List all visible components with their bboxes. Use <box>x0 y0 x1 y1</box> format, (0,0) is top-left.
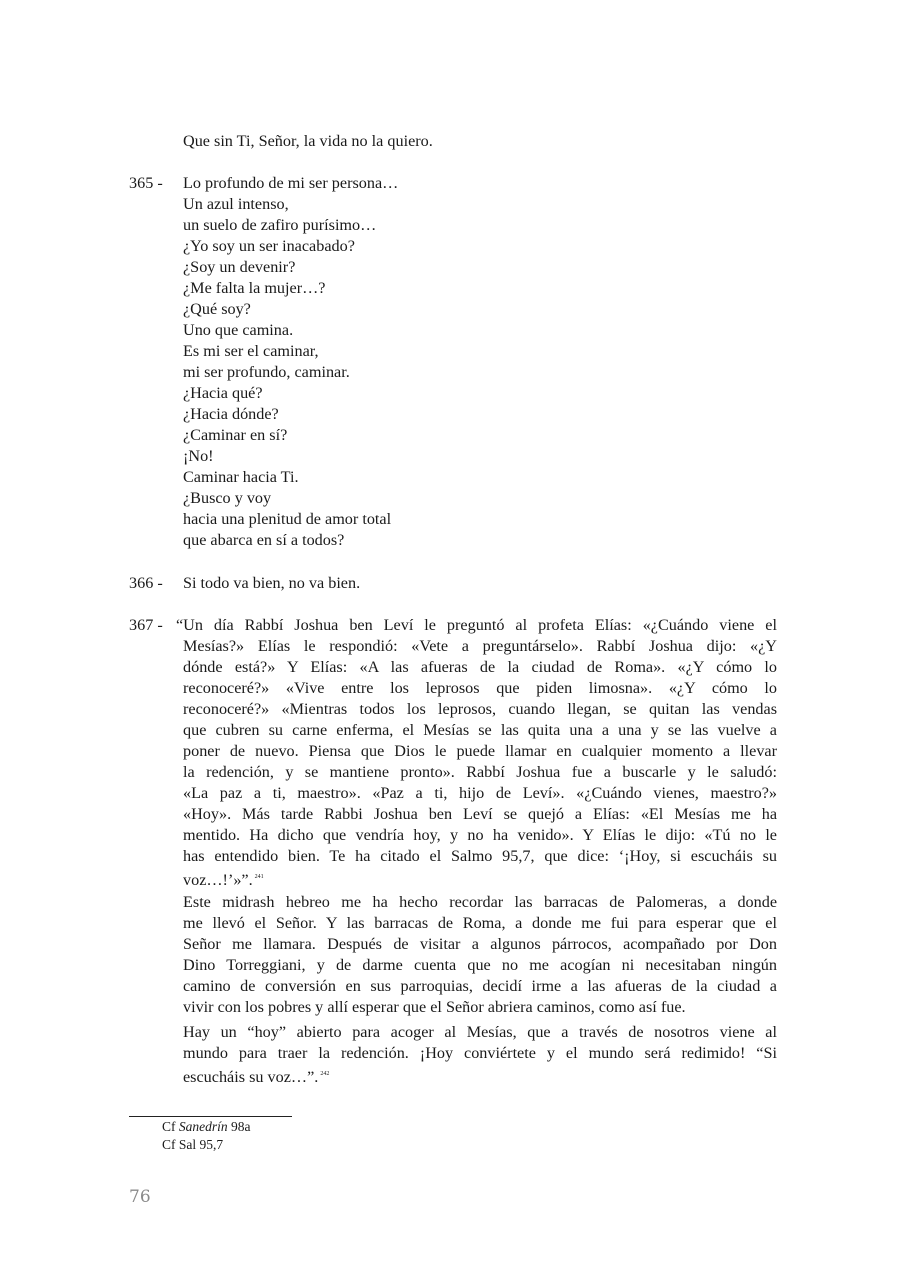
justified-line: «Hoy». Más tarde Rabbi Joshua ben Leví se quejó a Elías: «El Mesías me ha <box>183 805 777 823</box>
verse-line: ¿Soy un devenir? <box>183 258 296 276</box>
page-number: 76 <box>129 1187 151 1207</box>
justified-line: me llevó el Señor. Y las barracas de Roma, a donde me fui para esperar que el <box>183 914 777 932</box>
justified-line: reconoceré?» «Vive entre los leprosos que piden limosna». «¿Y cómo lo <box>183 679 777 697</box>
footnote-suffix: 98a <box>227 1119 251 1134</box>
footnote-242 <box>162 1136 223 1153</box>
verse-line: Es mi ser el caminar, <box>183 342 319 360</box>
verse-line: ¿Hacia qué? <box>183 384 263 402</box>
verse-line: mi ser profundo, caminar. <box>183 363 350 381</box>
justified-line: dónde está?» Y Elías: «A las afueras de la ciudad de Roma». «¿Y cómo lo <box>183 658 777 676</box>
verse-line: ¡No! <box>183 447 214 465</box>
justified-line: Hay un “hoy” abierto para acoger al Mesías, que a través de nosotros viene al <box>183 1023 777 1041</box>
verse-line: hacia una plenitud de amor total <box>183 510 392 528</box>
verse-line: Caminar hacia Ti. <box>183 468 299 486</box>
verse-line: ¿Qué soy? <box>183 300 251 318</box>
verse-line: un suelo de zafiro purísimo… <box>183 216 377 234</box>
line-text: escucháis su voz…”. <box>183 1068 319 1086</box>
justified-line: Dino Torreggiani, y de darme cuenta que no me acogían ni necesitaban ningún <box>183 956 777 974</box>
footnote-ref-241[interactable]: 241 <box>254 874 264 880</box>
justified-line: «La paz a ti, maestro». «Paz a ti, hijo de Leví». «¿Cuándo vienes, maestro?» <box>183 784 777 802</box>
paragraph-last-line <box>183 1064 329 1088</box>
verse-line: Lo profundo de mi ser persona… <box>183 174 399 192</box>
justified-line: poner de nuevo. Piensa que Dios le puede llamar en cualquier momento a llevar <box>183 742 777 760</box>
justified-line: Mesías?» Elías le respondió: «Vete a preguntárselo». Rabbí Joshua dijo: «¿Y <box>183 637 777 655</box>
footnote-italic-title: Sanedrín <box>178 1119 228 1134</box>
verse-line: Uno que camina. <box>183 321 294 339</box>
justified-line: mundo para traer la redención. ¡Hoy conviértete y el mundo será redimido! “Si <box>183 1044 777 1062</box>
verse-line: ¿Me falta la mujer…? <box>183 279 326 297</box>
verse-line: ¿Yo soy un ser inacabado? <box>183 237 355 255</box>
paragraph-last-line <box>183 867 264 891</box>
footnote-ref-242[interactable]: 242 <box>320 1071 330 1077</box>
line-text: voz…!’»”. <box>183 871 253 889</box>
verse-line: que abarca en sí a todos? <box>183 531 345 549</box>
verse-line-continuation: Que sin Ti, Señor, la vida no la quiero. <box>183 132 433 150</box>
footnote-241 <box>162 1118 251 1135</box>
justified-line: Señor me llamara. Después de visitar a algunos párrocos, acompañado por Don <box>183 935 777 953</box>
justified-line: has entendido bien. Te ha citado el Salmo 95,7, que dice: ‘¡Hoy, si escucháis su <box>183 847 777 865</box>
footnote-divider <box>129 1116 292 1117</box>
footnote-prefix: Cf <box>162 1119 179 1134</box>
verse-line: ¿Busco y voy <box>183 489 272 507</box>
paragraph-last-line: vivir con los pobres y allí esperar que el Señor abriera caminos, como así fue. <box>183 998 686 1016</box>
verse-line: ¿Caminar en sí? <box>183 426 288 444</box>
justified-line: la redención, y se mantiene pronto». Rabbí Joshua fue a buscarle y le saludó: <box>183 763 777 781</box>
entry-number-367: 367 - <box>129 616 163 634</box>
justified-line: reconoceré?» «Mientras todos los leprosos, cuando llegan, se quitan las vendas <box>183 700 777 718</box>
justified-line: Este midrash hebreo me ha hecho recordar las barracas de Palomeras, a donde <box>183 893 777 911</box>
footnote-prefix: Cf Sal 95,7 <box>162 1137 224 1152</box>
justified-line: que cubren su carne enferma, el Mesías se las quita una a una y se las vuelve a <box>183 721 777 739</box>
entry-number-366: 366 - <box>129 574 163 592</box>
entry-367-first-line: “Un día Rabbí Joshua ben Leví le preguntó al profeta Elías: «¿Cuándo viene el <box>176 616 777 634</box>
justified-line: camino de conversión en sus parroquias, decidí irme a las afueras de la ciudad a <box>183 977 777 995</box>
justified-line: mentido. Ha dicho que vendría hoy, y no ha venido». Y Elías le dijo: «Tú no le <box>183 826 777 844</box>
verse-line: Un azul intenso, <box>183 195 289 213</box>
verse-line: ¿Hacia dónde? <box>183 405 279 423</box>
entry-366-text: Si todo va bien, no va bien. <box>183 574 361 592</box>
entry-number-365: 365 - <box>129 174 163 192</box>
